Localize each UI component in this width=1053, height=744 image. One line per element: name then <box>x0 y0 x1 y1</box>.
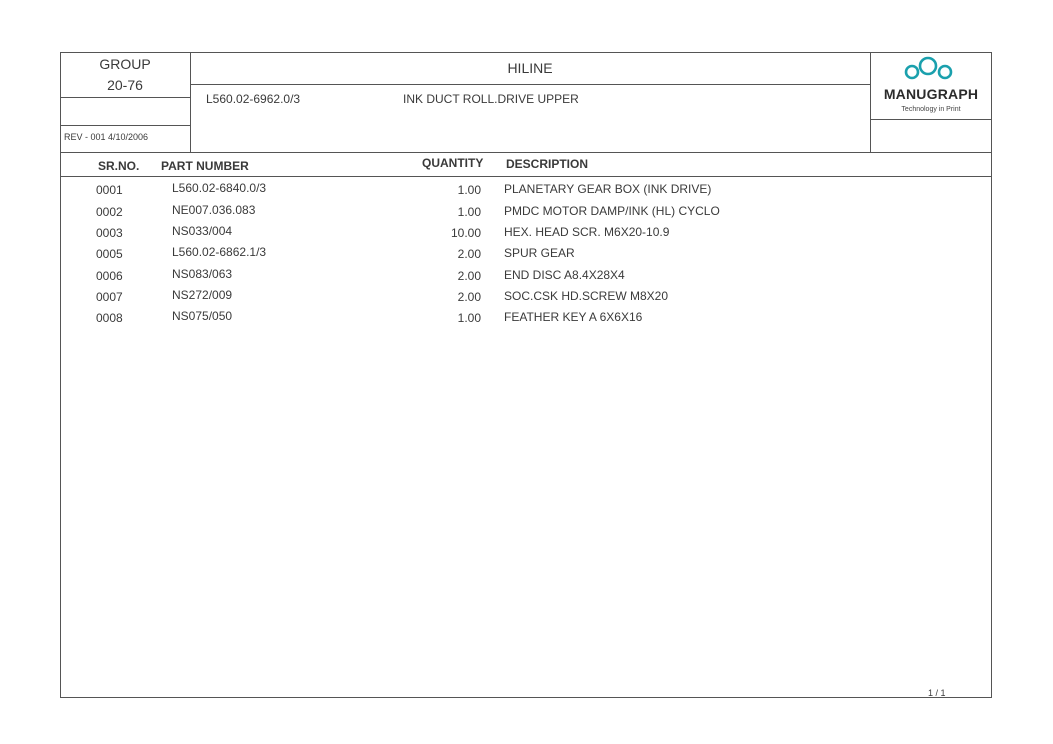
page-number: 1 / 1 <box>928 688 946 698</box>
divider <box>190 84 870 85</box>
page-title: HILINE <box>507 60 553 76</box>
manugraph-logo-icon <box>900 56 960 82</box>
row-desc: PLANETARY GEAR BOX (INK DRIVE) <box>504 182 712 196</box>
row-qty: 2.00 <box>457 269 481 283</box>
divider <box>870 119 992 120</box>
column-header-desc: DESCRIPTION <box>506 157 589 171</box>
document-description: INK DUCT ROLL.DRIVE UPPER <box>403 92 579 106</box>
document-number: L560.02-6962.0/3 <box>206 92 301 106</box>
row-qty: 1.00 <box>457 183 481 197</box>
divider <box>870 52 871 152</box>
divider <box>60 97 190 98</box>
revision-info: REV - 001 4/10/2006 <box>64 132 149 142</box>
column-header-part: PART NUMBER <box>161 159 249 173</box>
column-header-qty: QUANTITY <box>422 156 484 170</box>
row-desc: FEATHER KEY A 6X6X16 <box>504 310 643 324</box>
row-srno: 0006 <box>96 269 123 283</box>
group-label: GROUP <box>99 56 151 72</box>
column-header-srno: SR.NO. <box>98 159 140 173</box>
row-part: NE007.036.083 <box>172 203 256 217</box>
row-srno: 0003 <box>96 226 123 240</box>
divider <box>60 152 992 153</box>
row-srno: 0002 <box>96 205 123 219</box>
row-qty: 2.00 <box>457 247 481 261</box>
row-desc: SOC.CSK HD.SCREW M8X20 <box>504 289 669 303</box>
row-srno: 0007 <box>96 290 123 304</box>
document-frame <box>60 52 992 698</box>
row-part: L560.02-6862.1/3 <box>172 245 267 259</box>
row-qty: 2.00 <box>457 290 481 304</box>
brand-name: MANUGRAPH <box>883 86 979 102</box>
row-part: NS033/004 <box>172 224 233 238</box>
divider <box>60 176 992 177</box>
row-qty: 10.00 <box>450 226 481 240</box>
row-part: NS272/009 <box>172 288 233 302</box>
row-part: L560.02-6840.0/3 <box>172 181 267 195</box>
row-qty: 1.00 <box>457 205 481 219</box>
row-desc: HEX. HEAD SCR. M6X20-10.9 <box>504 225 670 239</box>
row-srno: 0008 <box>96 311 123 325</box>
group-code: 20-76 <box>107 77 143 93</box>
brand-tagline: Technology in Print <box>901 106 961 113</box>
row-srno: 0005 <box>96 247 123 261</box>
row-part: NS083/063 <box>172 267 233 281</box>
row-srno: 0001 <box>96 183 123 197</box>
row-qty: 1.00 <box>457 311 481 325</box>
row-part: NS075/050 <box>172 309 233 323</box>
row-desc: END DISC A8.4X28X4 <box>504 268 625 282</box>
divider <box>60 125 190 126</box>
row-desc: PMDC MOTOR DAMP/INK (HL) CYCLO <box>504 204 720 218</box>
row-desc: SPUR GEAR <box>504 246 575 260</box>
